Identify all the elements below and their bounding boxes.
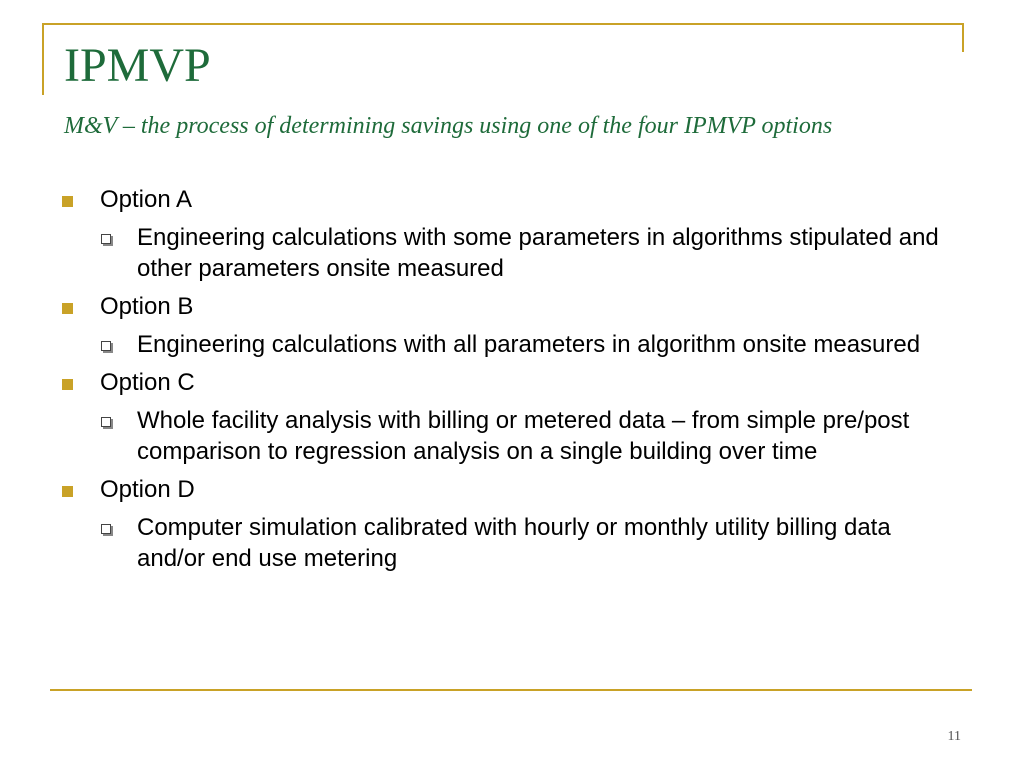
option-a-item bbox=[60, 184, 960, 216]
option-a-label: Option A bbox=[100, 186, 193, 213]
option-c-label: Option C bbox=[100, 369, 195, 396]
option-b-detail-item bbox=[60, 329, 960, 360]
hollow-square-bullet-icon bbox=[101, 234, 111, 244]
option-a-detail-item bbox=[60, 222, 960, 284]
option-d-detail-item bbox=[60, 512, 960, 574]
option-c-detail-item bbox=[60, 405, 960, 467]
bullet-list bbox=[60, 184, 960, 581]
option-d-label: Option D bbox=[100, 476, 195, 503]
frame-top-line bbox=[42, 23, 964, 25]
hollow-square-bullet-icon bbox=[101, 417, 111, 427]
option-b-item bbox=[60, 291, 960, 323]
square-bullet-icon bbox=[62, 196, 73, 207]
option-c-detail: Whole facility analysis with billing or metered data – from simple pre/post comparison to regression analysis on a single building over time bbox=[137, 407, 910, 465]
square-bullet-icon bbox=[62, 303, 73, 314]
hollow-square-bullet-icon bbox=[101, 524, 111, 534]
page-number: 11 bbox=[947, 729, 961, 744]
option-d-detail: Computer simulation calibrated with hourly or monthly utility billing data and/or end use metering bbox=[137, 514, 891, 572]
option-b-detail: Engineering calculations with all parameters in algorithm onsite measured bbox=[137, 331, 921, 358]
hollow-square-bullet-icon bbox=[101, 341, 111, 351]
option-a-detail: Engineering calculations with some parameters in algorithms stipulated and other parameters onsite measured bbox=[137, 224, 939, 282]
frame-right-line bbox=[962, 23, 964, 52]
option-b-label: Option B bbox=[100, 293, 194, 320]
frame-left-line bbox=[42, 23, 44, 95]
square-bullet-icon bbox=[62, 486, 73, 497]
slide-title: IPMVP bbox=[64, 39, 211, 92]
slide-subtitle: M&V – the process of determining savings using one of the four IPMVP options bbox=[64, 113, 833, 139]
option-c-item bbox=[60, 367, 960, 399]
square-bullet-icon bbox=[62, 379, 73, 390]
option-d-item bbox=[60, 474, 960, 506]
footer-divider bbox=[50, 689, 972, 691]
